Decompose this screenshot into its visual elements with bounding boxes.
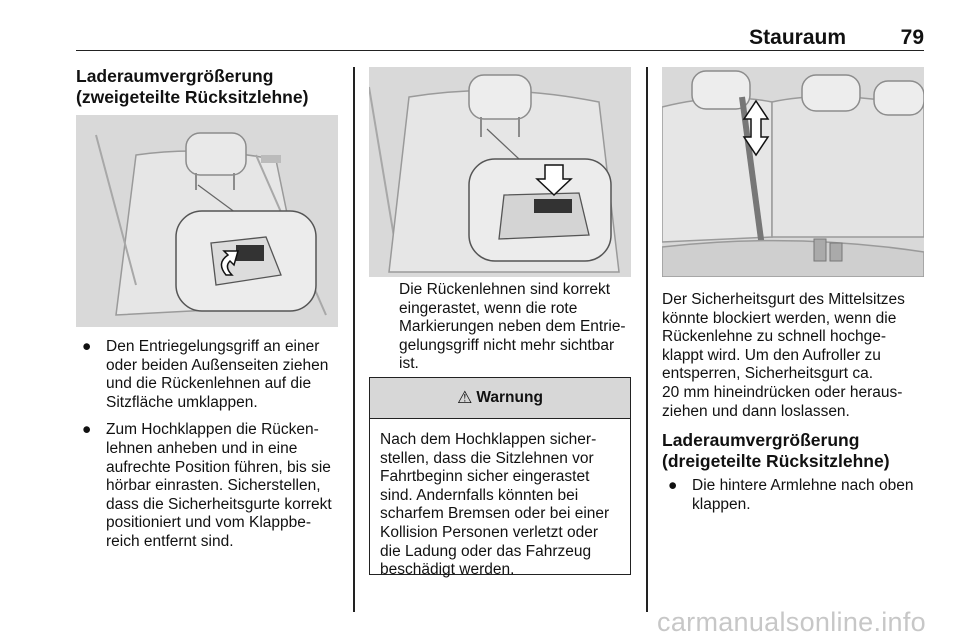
center-seatbelt-drawing: [662, 67, 924, 277]
bullet-armrest: ● Die hintere Armlehne nach oben klappen.: [668, 477, 914, 513]
col2-locked-text: Die Rückenlehnen sind korrekt eingerastet, wenn die rote Markierungen neben dem Entrie- gelungsgriff nicht mehr sichtbar ist.: [399, 281, 626, 373]
bullet-raise: ● Zum Hochklappen die Rücken- lehnen anheben und in eine aufrechte Position führen, bis sie hörbar einrasten. Sicherstellen, dass die Sicherheitsgurte korrekt positioniert und vom Klappbe- reich entfernt sind.: [82, 421, 332, 550]
warning-body: Nach dem Hochklappen sicher- stellen, dass die Sitzlehnen vor Fahrtbeginn sicher eingerastet sind. Andernfalls könnten bei scharfem Bremsen oder bei einer Kollision Personen verletzt oder die Ladung oder das Fahrzeug beschädigt werden.: [380, 431, 610, 579]
bullet-icon: ●: [82, 338, 92, 355]
bullet-icon: ●: [82, 421, 92, 439]
bullet-unlock: ● Den Entriegelungsgriff an einer oder beiden Außenseiten ziehen und die Rückenlehnen auf die Sitzfläche umklappen.: [82, 338, 329, 411]
column-divider-2: [646, 67, 648, 612]
col1-bullet-list: [76, 338, 342, 561]
backrest-locked-drawing: [369, 67, 631, 277]
watermark: carmanualsonline.info: [657, 607, 926, 637]
warning-box: [369, 377, 631, 579]
col3-bullet-list: [662, 477, 932, 523]
illustration-center-seatbelt: [662, 67, 924, 277]
page-number: 79: [900, 26, 924, 49]
two-part-backrest-drawing: [76, 115, 338, 327]
warning-icon: ⚠: [457, 388, 473, 407]
warning-title: Warnung: [476, 389, 543, 406]
column-divider-1: [353, 67, 355, 612]
heading-three-part-backrest: Laderaumvergrößerung (dreigeteilte Rücksitzlehne): [662, 430, 890, 471]
page-header: [76, 0, 924, 51]
illustration-two-part-backrest: [76, 115, 338, 327]
heading-two-part-backrest: Laderaumvergrößerung (zweigeteilte Rücksitzlehne): [76, 66, 309, 107]
illustration-backrest-locked: [369, 67, 631, 277]
warning-header: [370, 378, 630, 419]
bullet-icon: ●: [668, 477, 678, 494]
section-title: Stauraum: [749, 26, 846, 49]
col3-seatbelt-text: Der Sicherheitsgurt des Mittelsitzes könnte blockiert werden, wenn die Rückenlehne zu schnell hochge- klappt wird. Um den Aufroller zu entsperren, Sicherheitsgurt ca. 20 mm hineindrücken oder heraus- ziehen und dann loslassen.: [662, 291, 905, 420]
